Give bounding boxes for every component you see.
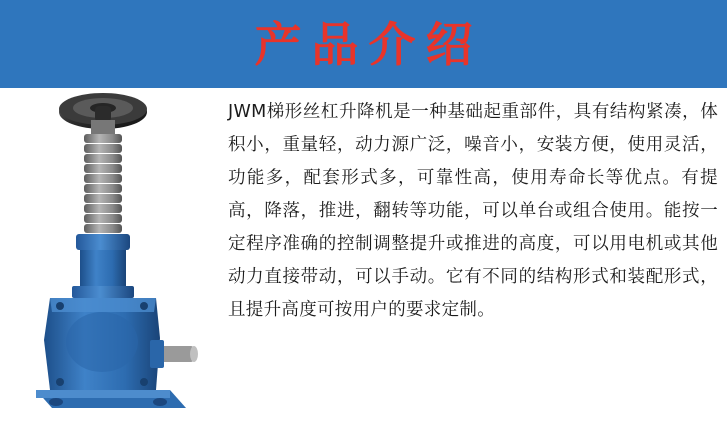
gearbox-body-shape [44,298,198,390]
header-banner [0,0,727,88]
content-area [0,88,727,427]
base-plate-shape [36,390,186,408]
bellows-shape [84,120,122,233]
upper-housing-shape [72,234,134,298]
page-title: 产品介绍 [254,17,483,73]
product-image [10,90,225,410]
product-description: JWM梯形丝杠升降机是一种基础起重部件，具有结构紧凑，体积小，重量轻，动力源广泛，噪音小，安装方便，使用灵活，功能多，配套形式多，可靠性高，使用寿命长等优点。有提高，降落，推进，翻转等功能，可以单台或组合使用。能按一定程序准确的控制调整提升或推进的高度，可以用电机或其他动力直接带动，可以手动。它有不同的结构形式和装配形式，且提升高度可按用户的要求定制。 [228,102,718,320]
